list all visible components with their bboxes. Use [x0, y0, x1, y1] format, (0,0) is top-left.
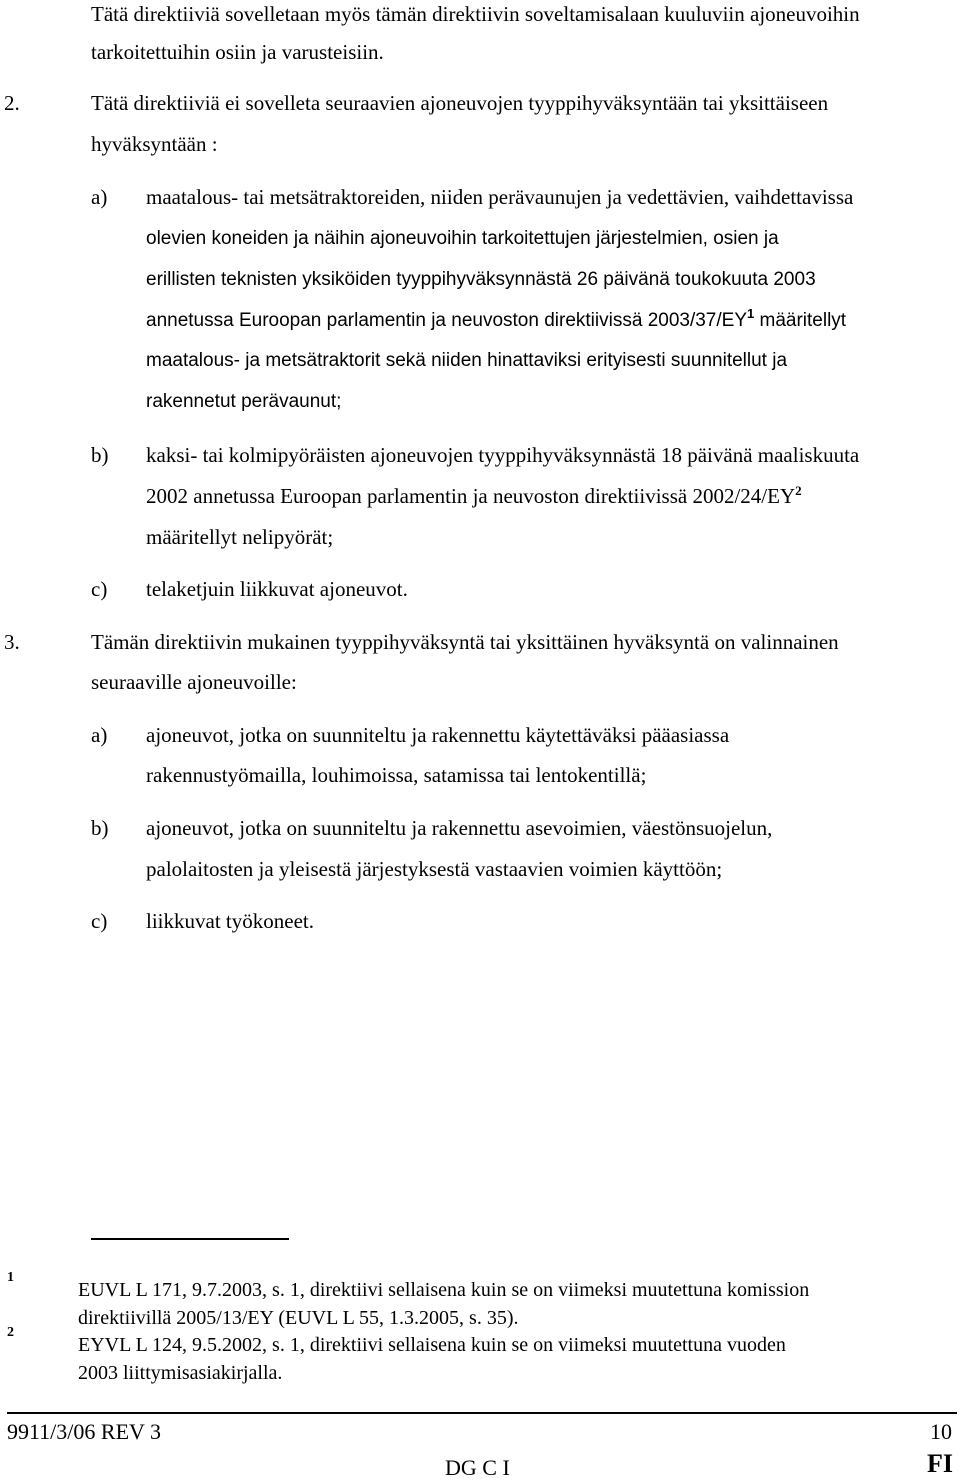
section-3-line-2: seuraaville ajoneuvoille: [91, 670, 297, 694]
section-2-item-c-marker: c) [91, 577, 108, 601]
footnote-2-line-1: EYVL L 124, 9.5.2002, s. 1, direktiivi sellaisena kuin se on viimeksi muutettuna vuoden [78, 1334, 786, 1356]
footer-dg: DG C I [445, 1455, 510, 1480]
section-3-item-a-line-2: rakennustyömailla, louhimoissa, satamissa tai lentokentillä; [146, 763, 647, 787]
section-2-item-a-line-6: rakennetut perävaunut; [146, 391, 342, 412]
footer-rule [7, 1412, 957, 1414]
section-2-item-a-line-2: olevien koneiden ja näihin ajoneuvoihin tarkoitettujen järjestelmien, osien ja [146, 228, 779, 249]
footer-page-number: 10 [930, 1419, 952, 1444]
section-3-item-c-line-1: liikkuvat työkoneet. [146, 909, 314, 933]
section-2-item-a-line-5: maatalous- ja metsätraktorit sekä niiden hinattaviksi erityisesti suunnitellut ja [146, 350, 788, 371]
section-3-item-b-marker: b) [91, 816, 109, 840]
intro-line-1: Tätä direktiiviä sovelletaan myös tämän direktiivin soveltamisalaan kuuluviin ajoneuvoihin [91, 2, 860, 26]
section-3-item-b-line-1: ajoneuvot, jotka on suunniteltu ja rakennettu asevoimien, väestönsuojelun, [146, 816, 773, 840]
section-3-item-b-line-2: palolaitosten ja yleisestä järjestyksestä vastaavien voimien käyttöön; [146, 857, 723, 881]
section-3-line-1: Tämän direktiivin mukainen tyyppihyväksyntä tai yksittäinen hyväksyntä on valinnainen [91, 630, 839, 654]
section-2-item-c-line-1: telaketjuin liikkuvat ajoneuvot. [146, 577, 408, 601]
section-2-number: 2. [4, 91, 20, 115]
section-2-item-b-marker: b) [91, 443, 109, 467]
section-2-item-b-line-3: määritellyt nelipyörät; [146, 525, 334, 549]
section-2-item-a-line-4-tail: määritellyt [754, 310, 847, 331]
footnote-1-line-1: EUVL L 171, 9.7.2003, s. 1, direktiivi sellaisena kuin se on viimeksi muutettuna komission [78, 1279, 810, 1301]
footer-lang: FI [927, 1449, 953, 1478]
footnote-1-number: 1 [7, 1270, 14, 1285]
section-3-item-a-marker: a) [91, 723, 108, 747]
section-3-item-a-line-1: ajoneuvot, jotka on suunniteltu ja rakennettu käytettäväksi pääasiassa [146, 723, 730, 747]
section-3-item-c-marker: c) [91, 909, 108, 933]
footnote-2-line-2: 2003 liittymisasiakirjalla. [78, 1362, 283, 1384]
section-2-item-a-line-3: erillisten teknisten yksiköiden tyyppihyväksynnästä 26 päivänä toukokuuta 2003 [146, 269, 816, 290]
footnote-ref-1[interactable]: 1 [747, 306, 755, 321]
section-2-item-a-line-4-text: annetussa Euroopan parlamentin ja neuvoston direktiivissä 2003/37/EY [146, 310, 747, 331]
footnote-1-line-2: direktiivillä 2005/13/EY (EUVL L 55, 1.3.2005, s. 35). [78, 1307, 519, 1329]
section-2-line-2: hyväksyntään : [91, 132, 218, 156]
intro-line-2: tarkoitettuihin osiin ja varusteisiin. [91, 40, 384, 64]
footnote-2-number: 2 [7, 1325, 14, 1340]
section-2-item-b-line-1: kaksi- tai kolmipyöräisten ajoneuvojen tyyppihyväksynnästä 18 päivänä maaliskuuta [146, 443, 860, 467]
section-2-item-a-line-4 [146, 301, 846, 341]
section-2-item-a-line-1: maatalous- tai metsätraktoreiden, niiden perävaunujen ja vedettävien, vaihdettavissa [146, 185, 854, 209]
section-2-line-1: Tätä direktiiviä ei sovelleta seuraavien ajoneuvojen tyyppihyväksyntään tai yksittäiseen [91, 91, 829, 115]
section-2-item-b-line-2 [146, 476, 802, 516]
section-2-item-b-line-2-text: 2002 annetussa Euroopan parlamentin ja neuvoston direktiivissä 2002/24/EY [146, 484, 796, 508]
footnote-ref-2[interactable]: 2 [795, 483, 802, 498]
section-2-item-a-marker: a) [91, 185, 108, 209]
footnote-separator [91, 1238, 289, 1240]
section-3-number: 3. [4, 630, 20, 654]
footer-doc-ref: 9911/3/06 REV 3 [7, 1419, 162, 1444]
